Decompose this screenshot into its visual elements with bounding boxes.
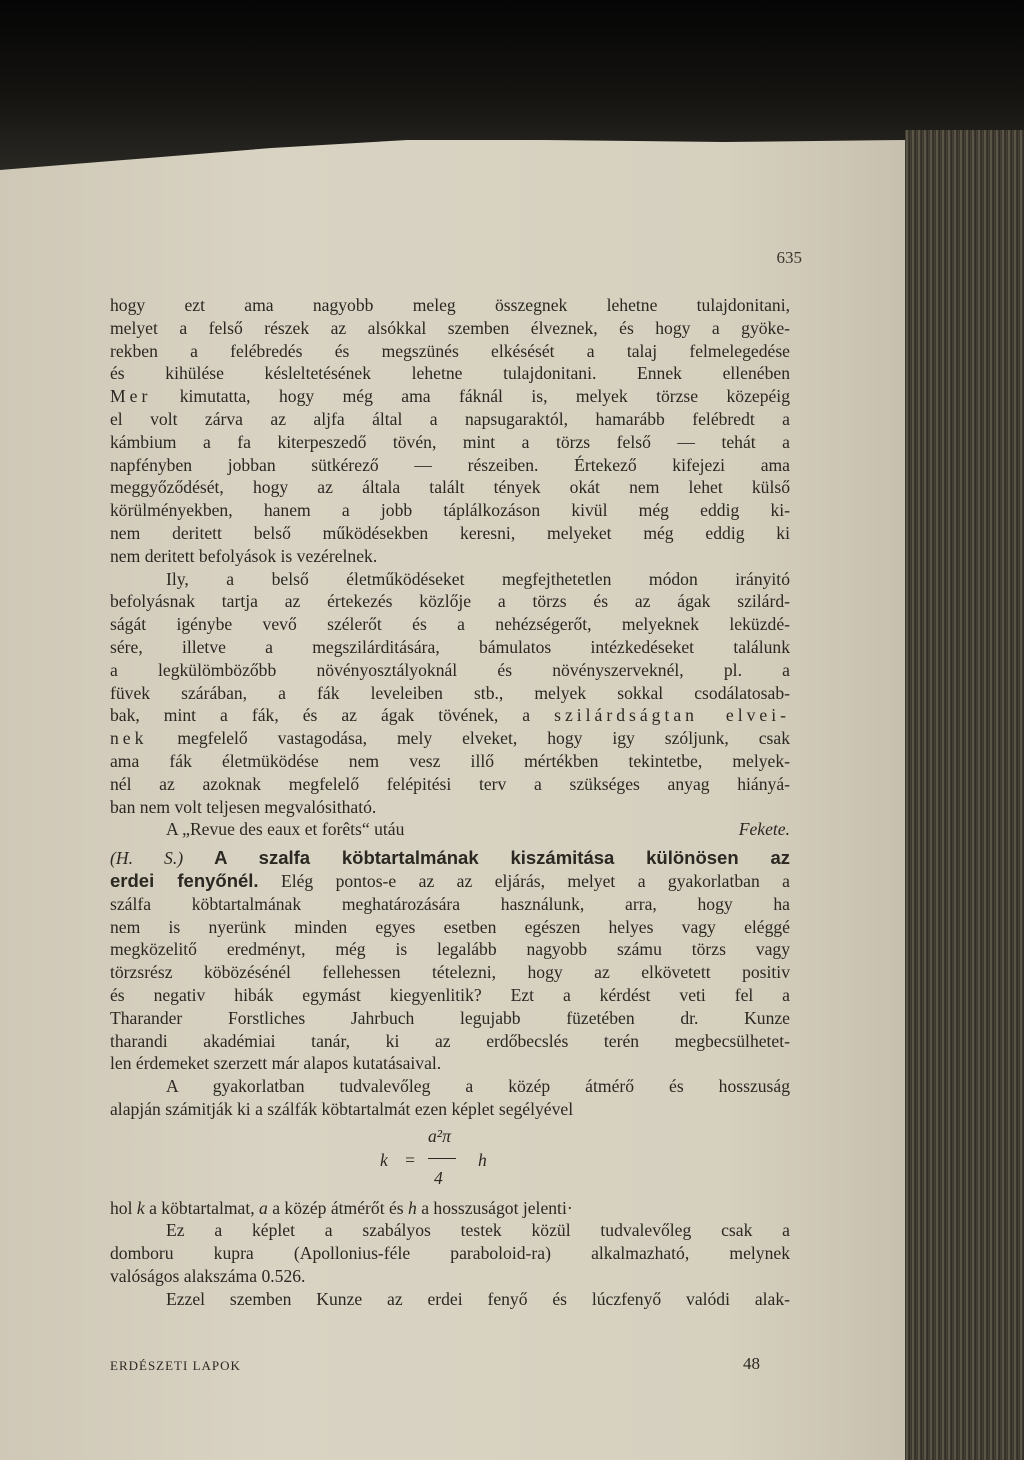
text-line: ban nem volt teljesen megvalósitható. [110, 796, 377, 817]
spaced-name: Mer [110, 386, 152, 407]
text-line: és negativ hibák egymást kiegyenlitik? Ezt a kérdést veti fel a [110, 984, 790, 1005]
formula-denominator: 4 [434, 1167, 443, 1188]
text-line: valóságos alakszáma 0.526. [110, 1266, 306, 1287]
text-line: körülményekben, hanem a jobb táplálkozáson kivül még eddig ki- [110, 500, 790, 521]
text-fragment: a hosszuságot jelenti· [416, 1197, 573, 1218]
volume-formula [110, 1123, 790, 1195]
article-section [110, 847, 790, 1311]
page-number: 635 [776, 248, 802, 267]
text-fragment: kimutatta, hogy még ama fáknál is, melyek törzse közepéig [151, 386, 790, 407]
text-line [110, 870, 790, 893]
page-body [110, 294, 790, 1311]
text-line: nem deritett befolyások is vezérelnek. [110, 545, 378, 566]
text-line [110, 385, 790, 408]
article-signature: (H. S.) [110, 848, 184, 869]
formula-equals: = [404, 1149, 416, 1170]
text-line: szálfa köbtartalmának meghatározására használunk, arra, hogy ha [110, 893, 790, 914]
paragraph-1 [110, 294, 790, 568]
text-line [110, 847, 790, 870]
text-line: tharandi akadémiai tanár, ki az erdőbecslés terén megbecsülhetet- [110, 1030, 790, 1051]
text-line: megközelitő eredményt, még is legalább nagyobb számu törzs vagy [110, 939, 790, 960]
formula-numerator: a²π [428, 1125, 451, 1146]
text-line: füvek szárában, a fák leveleiben stb., melyek sokkal csodálatosab- [110, 682, 790, 703]
text-line: és kihülése késleltetésének lehetne tulajdonitani. Ennek ellenében [110, 363, 790, 384]
text-line: a legkülömbözőbb növényosztályoknál és növényszerveknél, pl. a [110, 659, 790, 680]
journal-footer: ERDÉSZETI LAPOK [110, 1358, 241, 1373]
text-line: domboru kupra (Apollonius-féle paraboloid-ra) alkalmazható, melynek [110, 1243, 790, 1264]
variable-k: k [136, 1197, 145, 1218]
formula-factor: h [478, 1149, 487, 1170]
article-title: A szalfa köbtartalmának kiszámitása különösen az [214, 847, 790, 869]
text-line: ama fák életmüködése nem vesz illő mértékben tekintetbe, melyek- [110, 750, 790, 771]
source-attribution [110, 818, 790, 841]
text-line: el volt zárva az aljfa által a napsugaraktól, hamarább felébredt a [110, 408, 790, 429]
text-fragment: a közép átmérőt és [267, 1197, 409, 1218]
text-line: alapján számitják ki a szálfák köbtartalmát ezen képlet segélyével [110, 1098, 574, 1119]
spaced-term: nek [110, 728, 148, 749]
text-line [110, 727, 790, 750]
page-edges-stack [905, 130, 1024, 1460]
text-fragment: a köbtartalmat, [144, 1197, 260, 1218]
text-line: meggyőződését, hogy az általa talált tények okát nem lehet külső [110, 477, 790, 498]
spaced-term: szilárdságtan elvei- [554, 705, 790, 726]
text-line: Tharander Forstliches Jahrbuch legujabb füzetében dr. Kunze [110, 1007, 790, 1028]
text-fragment: Elég pontos-e az az eljárás, melyet a gyakorlatban a [258, 870, 790, 891]
text-line: nél az azoknak megfelelő felépitési terv a szükséges anyag hiányá- [110, 773, 790, 794]
text-line: nem is nyerünk minden egyes esetben egészen helyes vagy eléggé [110, 916, 790, 937]
variable-a: a [259, 1197, 268, 1218]
source-text: A „Revue des eaux et forêts“ utáu [166, 819, 405, 840]
text-line: Ily, a belső életműködéseket megfejthetetlen módon irányitó [166, 568, 790, 589]
sheet-number: 48 [743, 1354, 760, 1373]
text-fragment: bak, mint a fák, és az ágak tövének, a [110, 705, 555, 726]
variable-h: h [408, 1197, 417, 1218]
text-line: befolyásnak tartja az értekezés közlője a törzs és az ágak szilárd- [110, 591, 790, 612]
text-line: A gyakorlatban tudvalevőleg a közép átmérő és hosszuság [166, 1076, 790, 1097]
text-line: rekben a felébredés és megszünés elkésését a talaj felmelegedése [110, 340, 790, 361]
text-line [110, 704, 790, 727]
text-line: ságát igénybe vevő szélerőt és a nehézségerőt, melyeknek leküzdé- [110, 614, 790, 635]
formula-lhs: k [380, 1149, 388, 1170]
text-fragment: megfelelő vastagodása, mely elveket, hogy igy szóljunk, csak [147, 728, 790, 749]
text-line [110, 1197, 790, 1220]
text-fragment: hol [110, 1197, 137, 1218]
text-line: nem deritett belső működésekben keresni, melyeket még eddig ki [110, 522, 790, 543]
text-line: hogy ezt ama nagyobb meleg összegnek lehetne tulajdonitani, [110, 295, 790, 315]
paragraph-2 [110, 568, 790, 819]
text-line: Ezzel szemben Kunze az erdei fenyő és lúczfenyő valódi alak- [166, 1288, 790, 1309]
fraction-bar [428, 1158, 456, 1159]
text-line: Ez a képlet a szabályos testek közül tudvalevőleg csak a [166, 1220, 790, 1241]
text-line: melyet a felső részek az alsókkal szemben élveznek, és hogy a gyöke- [110, 317, 790, 338]
text-line: kámbium a fa kiterpeszedő tövén, mint a törzs felső — tehát a [110, 431, 790, 452]
text-line: sére, illetve a megszilárditására, bámulatos intézkedéseket találunk [110, 636, 790, 657]
text-line: törzsrész köbözésénél fellehessen tételezni, hogy az elkövetett positiv [110, 962, 790, 983]
text-line: len érdemeket szerzett már alapos kutatásaival. [110, 1053, 442, 1074]
author-name: Fekete. [738, 819, 790, 840]
text-line: napfényben jobban sütkérező — részeiben. Értekező kifejezi ama [110, 454, 790, 475]
article-title-cont: erdei fenyőnél. [110, 869, 259, 891]
